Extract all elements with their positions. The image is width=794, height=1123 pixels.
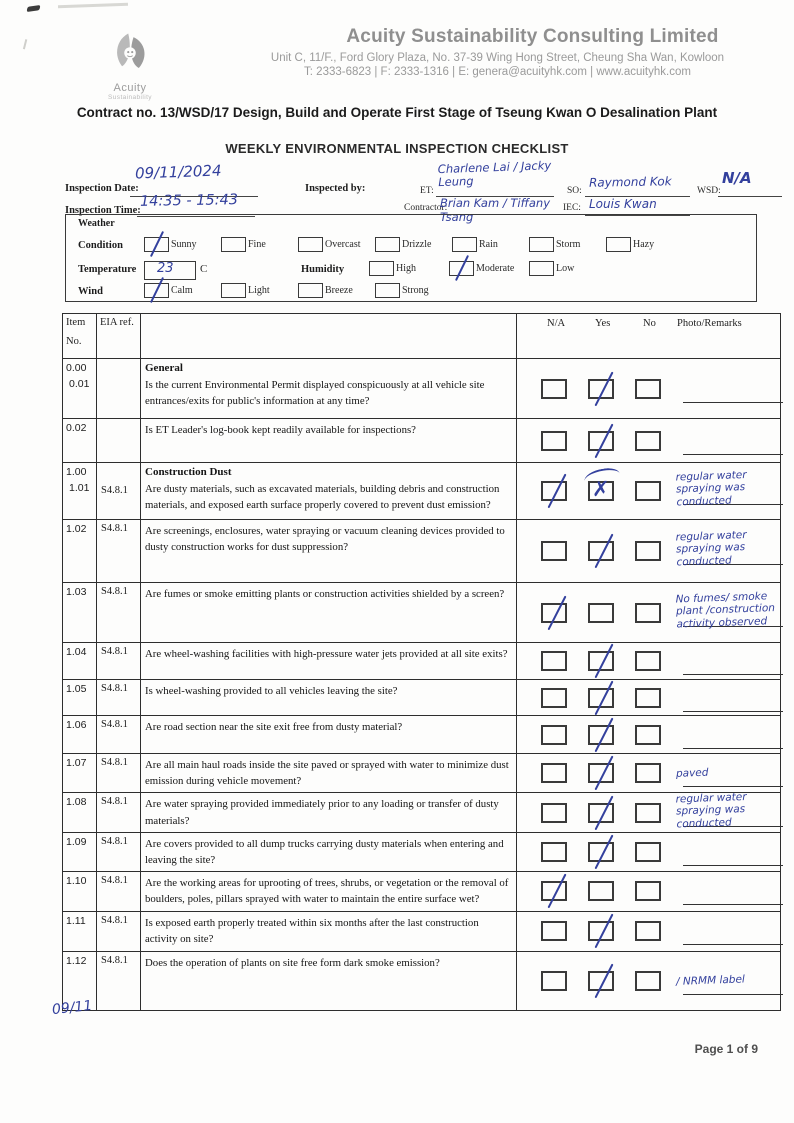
table-row	[63, 872, 780, 911]
weather-option	[529, 261, 609, 276]
temperature-box	[144, 261, 196, 280]
question-text: Are fumes or smoke emitting plants or construction activities shielded by a screen?	[145, 588, 505, 600]
checkbox-label: Drizzle	[402, 239, 432, 250]
eia-ref: S4.8.1	[101, 835, 128, 847]
eia-ref-cell	[97, 912, 141, 951]
item-no-cell	[63, 680, 97, 715]
remark-handwriting	[676, 889, 791, 893]
yes-checkbox	[588, 921, 614, 941]
na-checkbox	[541, 651, 567, 671]
checkbox	[375, 237, 400, 252]
item-no: 1.06	[66, 719, 87, 731]
answer-cell	[517, 716, 780, 753]
remark-underline	[683, 786, 783, 787]
logo-subtext: Sustainability	[108, 94, 152, 101]
weather-label: Weather	[78, 218, 115, 229]
table-row	[63, 952, 780, 1010]
iec-label: IEC:	[563, 203, 581, 213]
no-checkbox	[635, 481, 661, 501]
table-row	[63, 680, 780, 716]
remark-handwriting: No fumes/ smoke plant /construction activity observed	[675, 589, 776, 630]
inspection-time-label: Inspection Time:	[65, 205, 141, 216]
question-text: Does the operation of plants on site free form dark smoke emission?	[145, 956, 440, 969]
checkbox-label: Calm	[171, 285, 193, 296]
yes-checkbox	[588, 725, 614, 745]
no-checkbox	[635, 971, 661, 991]
eia-ref: S4.8.1	[101, 796, 128, 808]
weather-option	[298, 283, 375, 298]
logo-wordmark: Acuity	[113, 82, 147, 94]
item-no-cell	[63, 833, 97, 871]
checkbox	[221, 237, 246, 252]
question-text: Are the working areas for uprooting of trees, shrubs, or vegetation or the removal of boulders, poles, pillars sprayed with water to maintain the entire surface wet?	[145, 877, 509, 906]
question-cell	[141, 912, 517, 951]
remark-handwriting: regular water spraying was conducted	[675, 790, 747, 830]
checkbox-label: Light	[248, 285, 270, 296]
temperature-unit: C	[200, 263, 208, 275]
question-cell	[141, 680, 517, 715]
yes-checkbox	[588, 763, 614, 783]
weather-option	[369, 261, 449, 276]
table-row	[63, 359, 780, 419]
item-no: 1.10	[66, 875, 87, 888]
temperature-row	[66, 261, 756, 281]
yes-checkbox	[588, 651, 614, 671]
checkbox	[221, 283, 246, 298]
remark-handwriting	[676, 929, 791, 933]
answer-cell	[517, 359, 780, 418]
yes-checkbox	[588, 603, 614, 623]
remark-handwriting: paved	[675, 766, 709, 781]
table-header	[63, 314, 780, 359]
eia-ref: S4.8.1	[101, 914, 128, 926]
yes-header: Yes	[595, 318, 611, 329]
letterhead	[0, 26, 794, 101]
item-no: 1.11	[66, 914, 86, 927]
item-no-2: 1.01	[69, 482, 90, 494]
remark-underline	[683, 865, 783, 866]
section-heading: Construction Dust	[145, 466, 232, 478]
answers-header	[517, 314, 780, 358]
leaf-logo-icon	[103, 30, 157, 76]
table-row	[63, 754, 780, 793]
answer-cell	[517, 583, 780, 642]
item-no: 1.05	[66, 683, 87, 695]
question-text: Is the current Environmental Permit displayed conspicuously at all vehicle site entrances/exits for public's information at any time?	[145, 379, 485, 408]
question-cell	[141, 359, 517, 418]
na-checkbox	[541, 379, 567, 399]
remark-handwriting: / NRMM label	[675, 972, 746, 988]
item-no-cell	[63, 419, 97, 462]
answer-cell	[517, 520, 780, 582]
scan-artifact	[58, 3, 128, 8]
checkbox-label: Sunny	[171, 239, 197, 250]
weather-option	[144, 283, 221, 298]
no-checkbox	[635, 842, 661, 862]
eia-ref-cell	[97, 833, 141, 871]
company-name: Acuity Sustainability Consulting Limited	[346, 26, 719, 47]
table-row	[63, 833, 780, 872]
checkbox	[144, 237, 169, 252]
checkbox	[375, 283, 400, 298]
item-no-cell	[63, 754, 97, 792]
eia-ref-cell	[97, 359, 141, 418]
question-header	[141, 314, 517, 358]
na-checkbox	[541, 688, 567, 708]
checkbox	[369, 261, 394, 276]
remark-handwriting	[676, 695, 791, 699]
iec-value: Louis Kwan	[589, 197, 657, 211]
wind-row	[66, 283, 756, 303]
et-value: Charlene Lai / Jacky Leung	[437, 158, 552, 190]
eia-ref: S4.8.1	[101, 586, 128, 597]
remark-underline	[683, 994, 783, 995]
item-no: 0.00	[66, 362, 87, 374]
answer-cell	[517, 680, 780, 715]
eia-ref: S4.8.1	[101, 683, 128, 694]
na-checkbox	[541, 881, 567, 901]
eia-ref-cell	[97, 463, 141, 519]
remark-handwriting	[676, 438, 791, 442]
wind-options	[144, 283, 452, 298]
checkbox-label: Breeze	[325, 285, 353, 296]
question-text: Is exposed earth properly treated within six months after the last construction activity on site?	[145, 916, 479, 945]
question-cell	[141, 872, 517, 910]
item-no: 1.09	[66, 835, 87, 848]
remark-underline	[683, 944, 783, 945]
handwritten-page-note: 09/11	[51, 997, 94, 1019]
remark-underline	[683, 748, 783, 749]
eia-ref: S4.8.1	[101, 875, 128, 887]
yes-checkbox	[588, 379, 614, 399]
yes-checkbox	[588, 481, 614, 501]
no-checkbox	[635, 881, 661, 901]
checkbox-label: Storm	[556, 239, 581, 250]
scan-artifact	[27, 5, 41, 12]
answer-cell	[517, 790, 780, 831]
company-logo	[95, 30, 165, 101]
question-text: Are dusty materials, such as excavated materials, building debris and construction materials, and exposed earth surface properly covered to prevent dust emission?	[145, 483, 500, 512]
item-no-cell	[63, 793, 97, 831]
document-title: WEEKLY ENVIRONMENTAL INSPECTION CHECKLIST	[225, 141, 569, 156]
table-row	[63, 520, 780, 583]
item-header-line1: Item	[66, 317, 86, 328]
answer-cell	[517, 952, 780, 1010]
weather-option	[449, 261, 529, 276]
answer-cell	[517, 643, 780, 679]
table-row	[63, 419, 780, 463]
checkbox-label: Hazy	[633, 239, 655, 250]
humidity-label: Humidity	[301, 264, 345, 275]
item-no-cell	[63, 463, 97, 519]
yes-checkbox	[588, 431, 614, 451]
na-checkbox	[541, 431, 567, 451]
section-heading: General	[145, 362, 183, 374]
eia-ref-cell	[97, 793, 141, 831]
question-cell	[141, 952, 517, 1010]
question-text: Are road section near the site exit free from dusty material?	[145, 721, 403, 733]
answer-cell	[517, 754, 780, 792]
item-no-2: 0.01	[69, 378, 90, 390]
question-cell	[141, 793, 517, 831]
question-cell	[141, 643, 517, 679]
item-no-cell	[63, 643, 97, 679]
weather-option	[298, 237, 375, 252]
na-header: N/A	[547, 318, 566, 329]
checkbox-label: Strong	[402, 285, 429, 296]
no-checkbox	[635, 688, 661, 708]
no-checkbox	[635, 763, 661, 783]
so-label: SO:	[567, 186, 582, 196]
question-text: Is ET Leader's log-book kept readily available for inspections?	[145, 424, 416, 436]
checkbox-label: Overcast	[325, 239, 361, 250]
temperature-value: 23	[157, 261, 174, 276]
no-header: No	[643, 318, 656, 329]
answer-cell	[517, 419, 780, 462]
question-text: Are covers provided to all dump trucks carrying dusty materials when entering and leaving the site?	[145, 837, 504, 866]
inspection-date-value: 09/11/2024	[134, 161, 222, 183]
item-no: 1.03	[66, 586, 87, 598]
checkbox-label: High	[396, 263, 416, 274]
question-cell	[141, 520, 517, 582]
na-checkbox	[541, 725, 567, 745]
table-row	[63, 790, 780, 832]
question-text: Are all main haul roads inside the site paved or sprayed with water to minimize dust emission during vehicle movement?	[145, 759, 509, 788]
item-no-cell	[63, 359, 97, 418]
item-no: 1.02	[66, 523, 87, 535]
company-info	[215, 26, 780, 78]
item-no: 1.12	[66, 954, 87, 967]
answer-cell	[517, 912, 780, 951]
na-checkbox	[541, 763, 567, 783]
weather-section	[65, 214, 757, 302]
question-text: Is wheel-washing provided to all vehicles leaving the site?	[145, 685, 398, 697]
eia-ref-header: EIA ref.	[97, 314, 141, 358]
eia-ref-cell	[97, 419, 141, 462]
item-no: 1.08	[66, 796, 87, 809]
eia-ref: S4.8.1	[101, 523, 128, 534]
contractor-value: Brian Kam / Tiffany Tsang	[440, 196, 551, 224]
condition-row	[66, 237, 756, 257]
eia-ref: S4.8.1	[101, 485, 128, 496]
photo-remarks-header: Photo/Remarks	[677, 318, 742, 329]
page-number: Page 1 of 9	[694, 1042, 758, 1056]
na-checkbox	[541, 842, 567, 862]
item-no-cell	[63, 716, 97, 753]
contractor-label: Contractor:	[404, 203, 448, 213]
na-checkbox	[541, 603, 567, 623]
eia-ref-cell	[97, 520, 141, 582]
item-no: 0.02	[66, 422, 87, 434]
table-row	[63, 643, 780, 680]
no-checkbox	[635, 431, 661, 451]
question-text: Are screenings, enclosures, water spraying or vacuum cleaning devices provided to dusty construction works for dust suppression?	[145, 525, 505, 554]
na-checkbox	[541, 971, 567, 991]
no-checkbox	[635, 725, 661, 745]
eia-ref: S4.8.1	[101, 757, 128, 768]
no-checkbox	[635, 651, 661, 671]
eia-ref-cell	[97, 583, 141, 642]
item-no-cell	[63, 583, 97, 642]
no-checkbox	[635, 921, 661, 941]
no-checkbox	[635, 603, 661, 623]
checkbox	[298, 237, 323, 252]
eia-ref-cell	[97, 643, 141, 679]
weather-option	[144, 237, 221, 252]
question-cell	[141, 754, 517, 792]
na-checkbox	[541, 803, 567, 823]
answer-cell	[517, 463, 780, 519]
weather-option	[221, 283, 298, 298]
wsd-label: WSD:	[697, 186, 721, 196]
checklist-table	[62, 313, 781, 1011]
checkbox	[298, 283, 323, 298]
checkbox	[449, 261, 474, 276]
eia-ref: S4.8.1	[101, 646, 128, 657]
inspection-date-label: Inspection Date:	[65, 183, 139, 194]
no-checkbox	[635, 541, 661, 561]
weather-option	[529, 237, 606, 252]
yes-checkbox	[588, 971, 614, 991]
eia-ref-cell	[97, 754, 141, 792]
question-cell	[141, 833, 517, 871]
remark-handwriting	[676, 732, 791, 736]
yes-checkbox	[588, 881, 614, 901]
checkbox-label: Fine	[248, 239, 266, 250]
remark-handwriting	[676, 850, 791, 854]
item-no: 1.00	[66, 466, 87, 478]
no-checkbox	[635, 803, 661, 823]
checkbox-label: Low	[556, 263, 575, 274]
eia-ref: S4.8.1	[101, 719, 128, 730]
inspected-by-label: Inspected by:	[305, 183, 366, 194]
condition-options	[144, 237, 683, 252]
weather-option	[375, 237, 452, 252]
temperature-label: Temperature	[78, 264, 137, 275]
remark-handwriting	[676, 386, 791, 390]
table-row	[63, 583, 780, 643]
na-checkbox	[541, 921, 567, 941]
field-underline	[718, 196, 782, 197]
yes-checkbox	[588, 842, 614, 862]
remark-underline	[683, 674, 783, 675]
remark-underline	[683, 904, 783, 905]
remark-handwriting: regular water spraying was conducted	[675, 469, 747, 509]
wind-label: Wind	[78, 286, 103, 297]
weather-option	[375, 283, 452, 298]
question-cell	[141, 419, 517, 462]
na-checkbox	[541, 481, 567, 501]
yes-checkbox	[588, 541, 614, 561]
checkbox	[529, 237, 554, 252]
item-no-cell	[63, 912, 97, 951]
table-body	[63, 359, 780, 1010]
inspection-time-value: 14:35 - 15:43	[139, 192, 239, 210]
item-no: 1.07	[66, 757, 87, 769]
checkbox-label: Moderate	[476, 263, 515, 274]
table-row	[63, 912, 780, 952]
eia-ref: S4.8.1	[101, 954, 128, 966]
humidity-options	[369, 261, 609, 276]
yes-checkbox	[588, 803, 614, 823]
checkbox	[144, 283, 169, 298]
question-cell	[141, 716, 517, 753]
remark-underline	[683, 711, 783, 712]
item-header-line2: No.	[66, 336, 82, 347]
remark-underline	[683, 454, 783, 455]
weather-option	[221, 237, 298, 252]
item-no-cell	[63, 872, 97, 910]
contract-title: Contract no. 13/WSD/17 Design, Build and Operate First Stage of Tseung Kwan O Desalination Plant	[76, 105, 718, 120]
eia-ref-cell	[97, 680, 141, 715]
company-address: Unit C, 11/F., Ford Glory Plaza, No. 37-39 Wing Hong Street, Cheung Sha Wan, Kowloon	[270, 52, 725, 64]
item-no-cell	[63, 520, 97, 582]
weather-option	[606, 237, 683, 252]
weather-option	[452, 237, 529, 252]
yes-checkbox	[588, 688, 614, 708]
checkbox-label: Rain	[479, 239, 498, 250]
question-text: Are water spraying provided immediately prior to any loading or transfer of dusty materials?	[145, 798, 499, 827]
so-value: Raymond Kok	[588, 174, 672, 190]
remark-handwriting: regular water spraying was conducted	[675, 529, 747, 569]
question-cell	[141, 463, 517, 519]
et-label: ET:	[420, 186, 434, 196]
eia-ref-cell	[97, 952, 141, 1010]
remark-underline	[683, 402, 783, 403]
company-contacts: T: 2333-6823 | F: 2333-1316 | E: genera@acuityhk.com | www.acuityhk.com	[304, 66, 691, 78]
condition-label: Condition	[78, 240, 123, 251]
table-row	[63, 463, 780, 520]
checkbox	[452, 237, 477, 252]
answer-cell	[517, 872, 780, 910]
answer-cell	[517, 833, 780, 871]
wsd-value: N/A	[722, 169, 752, 187]
checkbox	[606, 237, 631, 252]
item-no: 1.04	[66, 646, 87, 658]
eia-ref-cell	[97, 716, 141, 753]
question-text: Are wheel-washing facilities with high-pressure water jets provided at all site exits?	[145, 648, 508, 660]
checkbox	[529, 261, 554, 276]
table-row	[63, 716, 780, 754]
eia-ref-cell	[97, 872, 141, 910]
na-checkbox	[541, 541, 567, 561]
remark-handwriting	[676, 659, 791, 663]
question-cell	[141, 583, 517, 642]
no-checkbox	[635, 379, 661, 399]
item-no-header	[63, 314, 97, 358]
